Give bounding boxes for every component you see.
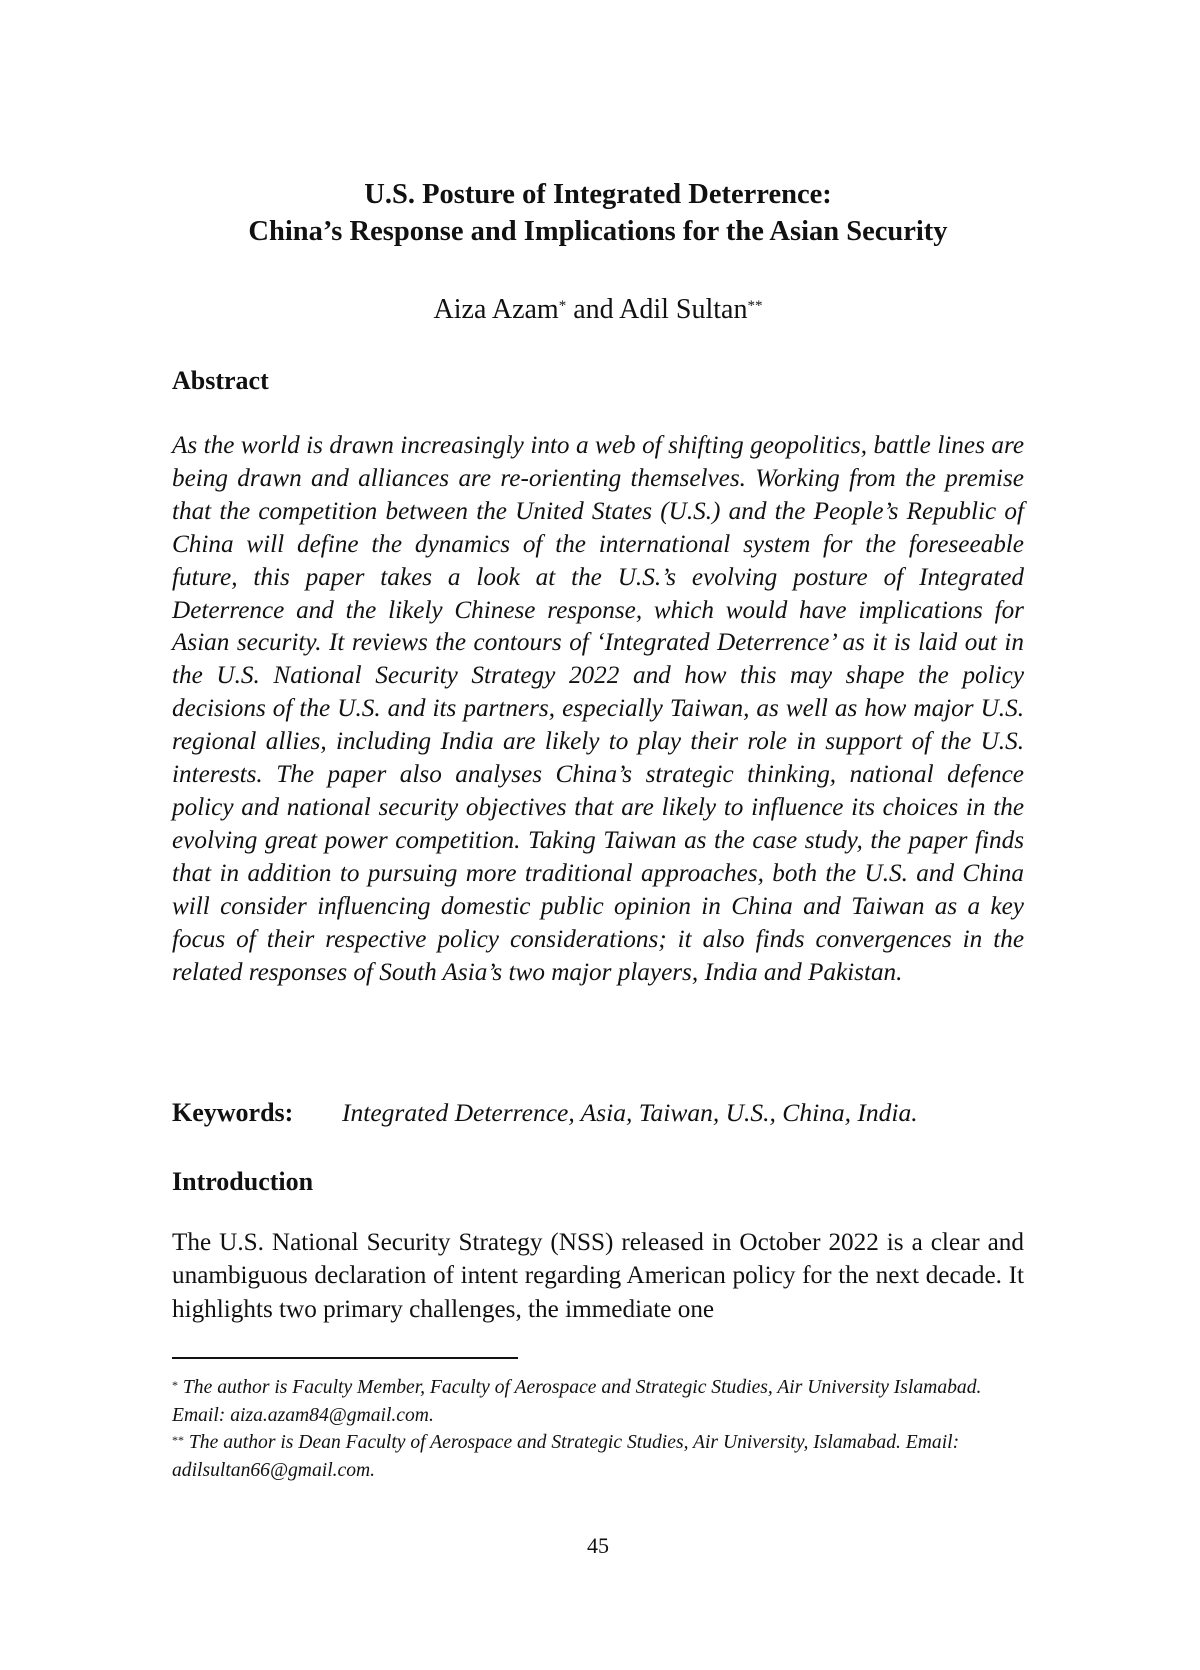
footnote-text: The author is Dean Faculty of Aerospace and Strategic Studies, Air University, Islamabad. Email: adilsultan66@gmail.com. xyxy=(172,1432,960,1481)
footnote-divider xyxy=(172,1357,518,1359)
introduction-text: The U.S. National Security Strategy (NSS) released in October 2022 is a clear and unambiguous declaration of intent regarding American policy for the next decade. It highlights two primary challenges, the immediate one xyxy=(172,1229,1024,1323)
introduction-heading: Introduction xyxy=(172,1167,314,1196)
footnotes xyxy=(172,1374,1024,1484)
title-line-2: China’s Response and Implications for the Asian Security xyxy=(248,216,948,247)
paper-title xyxy=(172,176,1024,250)
footnote-mark: ** xyxy=(172,1433,184,1447)
keywords-list: Integrated Deterrence, Asia, Taiwan, U.S., China, India. xyxy=(342,1098,918,1127)
author-name: Adil Sultan xyxy=(619,294,748,325)
footnote xyxy=(172,1374,1024,1429)
author-line xyxy=(172,293,1024,327)
footnote xyxy=(172,1429,1024,1484)
author-separator: and xyxy=(566,294,620,325)
keywords-line xyxy=(172,1096,1024,1130)
footnote-mark: * xyxy=(172,1378,178,1392)
author-footnote-mark: ** xyxy=(747,298,763,314)
page-number: 45 xyxy=(587,1533,609,1558)
author-footnote-mark: * xyxy=(558,298,567,314)
abstract-heading: Abstract xyxy=(172,366,269,395)
author-name: Aiza Azam xyxy=(433,294,559,325)
paper-page xyxy=(172,0,1024,1670)
footnote-text: The author is Faculty Member, Faculty of Aerospace and Strategic Studies, Air University Islamabad. Email: aiza.azam84@gmail.com. xyxy=(172,1377,982,1426)
keywords-label: Keywords: xyxy=(172,1098,294,1127)
title-line-1: U.S. Posture of Integrated Deterrence: xyxy=(364,179,832,210)
abstract-text: As the world is drawn increasingly into a web of shifting geopolitics, battle lines are being drawn and alliances are re-orienting themselves. Working from the premise that the competition between the United States (U.S.) and the People’s Republic of China will define the dynamics of the international system for the foreseeable future, this paper takes a look at the U.S.’s evolving posture of Integrated Deterrence and the likely Chinese response, which would have implications for Asian security. It reviews the contours of ‘Integrated Deterrence’ as it is laid out in the U.S. National Security Strategy 2022 and how this may shape the policy decisions of the U.S. and its partners, especially Taiwan, as well as how major U.S. regional allies, including India are likely to play their role in support of the U.S. interests. The paper also analyses China’s strategic thinking, national defence policy and national security objectives that are likely to influence its choices in the evolving great power competition. Taking Taiwan as the case study, the paper finds that in addition to pursuing more traditional approaches, both the U.S. and China will consider influencing domestic public opinion in China and Taiwan as a key focus of their respective policy considerations; it also finds convergences in the related responses of South Asia’s two major players, India and Pakistan. xyxy=(172,432,1024,986)
